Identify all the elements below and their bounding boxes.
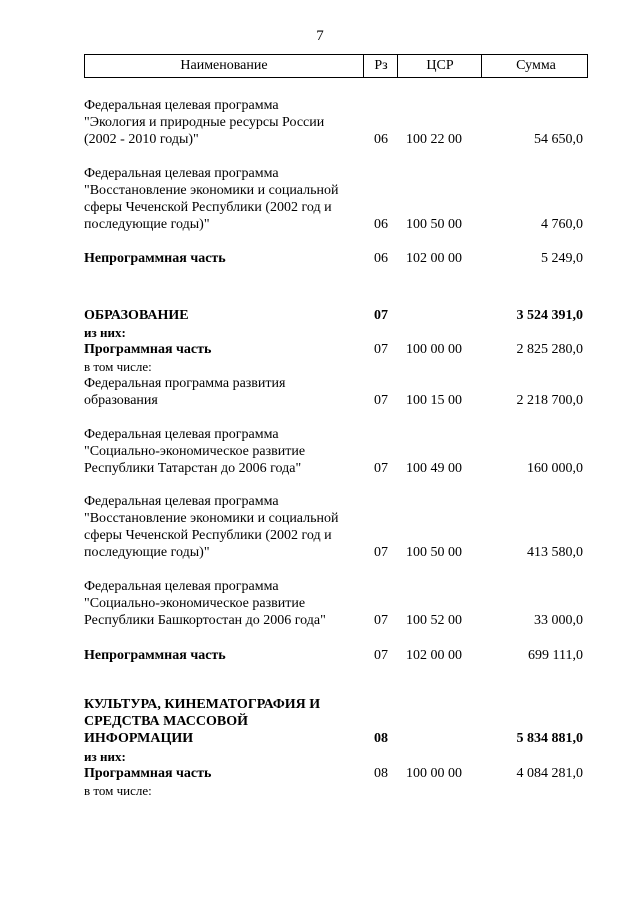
table-row — [0, 696, 640, 747]
table-row — [0, 647, 640, 664]
row-name: Федеральная целевая программа "Восстановление экономики и социальной сферы Чеченской Республики (2002 год и последующие годы)" — [84, 166, 339, 232]
row-csr: 102 00 00 — [406, 648, 462, 663]
row-name: Непрограммная часть — [84, 251, 226, 266]
row-name: из них: — [84, 749, 126, 764]
row-sum: 4 084 281,0 — [516, 766, 583, 781]
row-rz: 07 — [374, 648, 388, 663]
row-rz: 06 — [374, 251, 388, 266]
row-rz: 07 — [374, 613, 388, 628]
table-row — [0, 97, 640, 148]
row-rz: 08 — [374, 766, 388, 781]
row-csr: 100 15 00 — [406, 393, 462, 408]
row-sum: 3 524 391,0 — [516, 308, 583, 323]
row-sum: 54 650,0 — [534, 132, 583, 147]
row-sum: 2 825 280,0 — [516, 342, 583, 357]
row-name: Федеральная целевая программа "Экология и природные ресурсы России (2002 - 2010 годы)" — [84, 98, 325, 147]
row-name: Программная часть — [84, 766, 212, 781]
table-row — [0, 748, 640, 765]
row-name: Программная часть — [84, 342, 212, 357]
header-sum: Сумма — [481, 55, 590, 77]
header-rz: Рз — [363, 55, 398, 77]
row-rz: 07 — [374, 342, 388, 357]
section-title: ОБРАЗОВАНИЕ — [84, 308, 189, 323]
table-row — [0, 307, 640, 324]
row-csr: 100 00 00 — [406, 342, 462, 357]
table-row — [0, 782, 640, 799]
row-sum: 5 834 881,0 — [516, 731, 583, 746]
row-sum: 699 111,0 — [528, 648, 583, 663]
table-row — [0, 358, 640, 375]
table-row — [0, 375, 640, 409]
row-name: Федеральная программа развития образования — [84, 376, 286, 408]
row-rz: 08 — [374, 731, 388, 746]
row-csr: 100 49 00 — [406, 461, 462, 476]
row-csr: 100 00 00 — [406, 766, 462, 781]
table-row — [0, 324, 640, 341]
table-row — [0, 341, 640, 358]
row-name: Федеральная целевая программа "Социально-экономическое развитие Республики Татарстан до 2006 года" — [84, 427, 306, 476]
row-sum: 2 218 700,0 — [516, 393, 583, 408]
table-row — [0, 493, 640, 561]
row-csr: 100 50 00 — [406, 217, 462, 232]
table-row — [0, 765, 640, 782]
row-sum: 33 000,0 — [534, 613, 583, 628]
row-csr: 100 50 00 — [406, 545, 462, 560]
header-name: Наименование — [180, 58, 268, 73]
row-rz: 07 — [374, 545, 388, 560]
row-name: Федеральная целевая программа "Социально-экономическое развитие Республики Башкортостан до 2006 года" — [84, 579, 326, 628]
page-number: 7 — [316, 28, 324, 44]
row-rz: 06 — [374, 132, 388, 147]
section-title: КУЛЬТУРА, КИНЕМАТОГРАФИЯ И СРЕДСТВА МАССОВОЙ ИНФОРМАЦИИ — [84, 697, 321, 746]
row-rz: 07 — [374, 461, 388, 476]
table-header — [84, 54, 588, 78]
row-csr: 100 22 00 — [406, 132, 462, 147]
row-name: Федеральная целевая программа "Восстановление экономики и социальной сферы Чеченской Республики (2002 год и последующие годы)" — [84, 494, 339, 560]
row-csr: 100 52 00 — [406, 613, 462, 628]
row-name: Непрограммная часть — [84, 648, 226, 663]
row-csr: 102 00 00 — [406, 251, 462, 266]
row-name: в том числе: — [84, 783, 152, 798]
row-sum: 4 760,0 — [541, 217, 583, 232]
row-sum: 160 000,0 — [527, 461, 583, 476]
row-rz: 06 — [374, 217, 388, 232]
table-row — [0, 578, 640, 629]
row-sum: 5 249,0 — [541, 251, 583, 266]
table-row — [0, 165, 640, 233]
table-row — [0, 250, 640, 267]
row-name: из них: — [84, 325, 126, 340]
header-csr: ЦСР — [397, 55, 482, 77]
row-rz: 07 — [374, 308, 388, 323]
row-name: в том числе: — [84, 359, 152, 374]
row-rz: 07 — [374, 393, 388, 408]
table-row — [0, 426, 640, 477]
row-sum: 413 580,0 — [527, 545, 583, 560]
